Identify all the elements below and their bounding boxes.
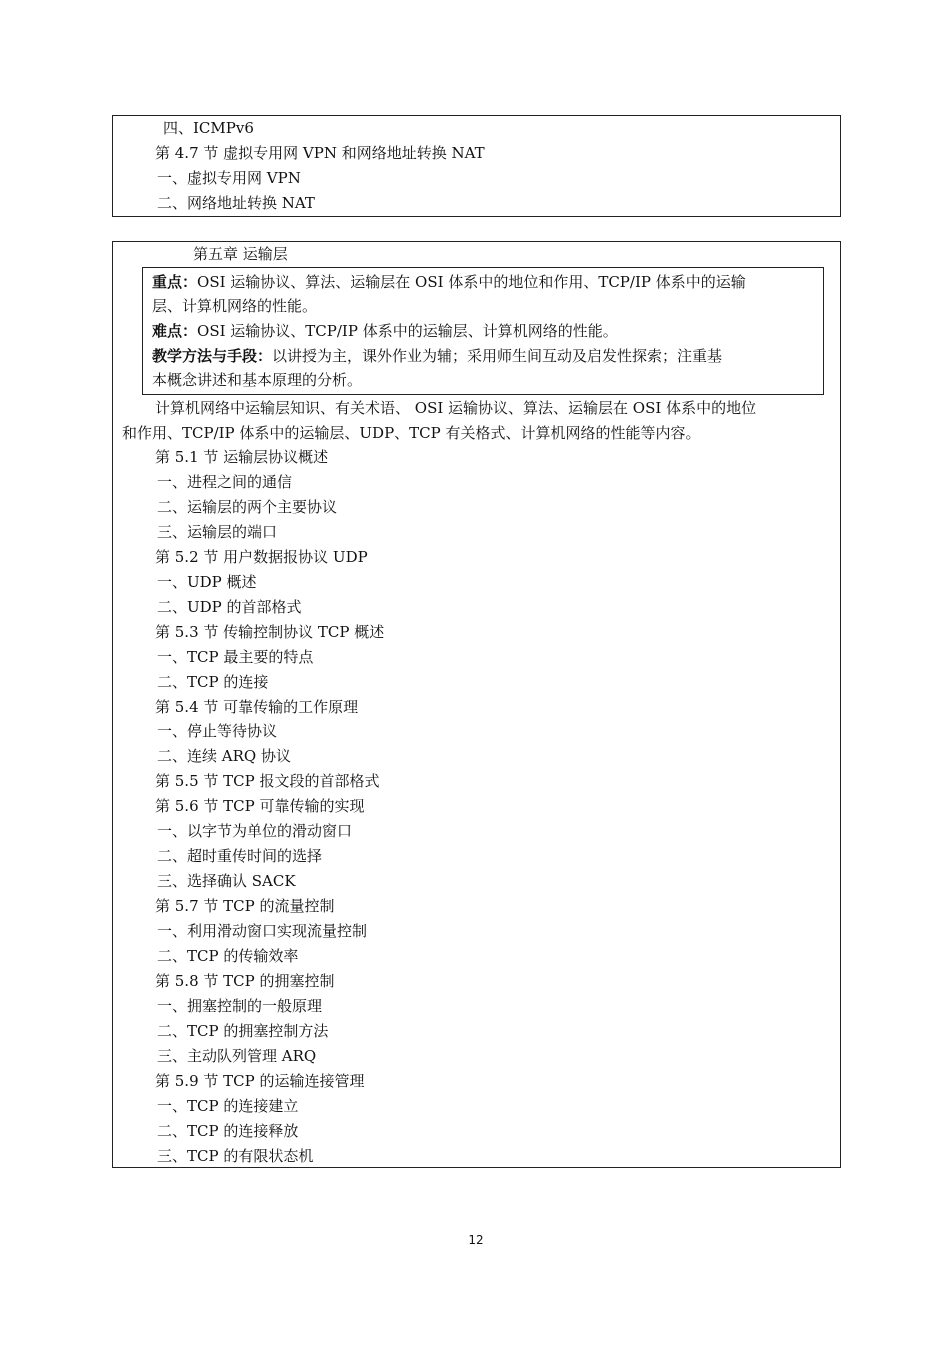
- outline-line: 一、UDP 概述: [157, 572, 257, 591]
- outline-line: 二、网络地址转换 NAT: [157, 194, 315, 212]
- outline-line: 一、虚拟专用网 VPN: [157, 169, 301, 187]
- teaching-method-text-cont: 本概念讲述和基本原理的分析。: [152, 371, 363, 389]
- outline-line: 三、主动队列管理 ARQ: [157, 1046, 317, 1065]
- section-heading: 第 5.6 节 TCP 可靠传输的实现: [155, 797, 365, 816]
- outline-line: 一、TCP 的连接建立: [157, 1096, 299, 1115]
- outline-line: 一、停止等待协议: [157, 722, 278, 741]
- outline-line: 三、选择确认 SACK: [157, 872, 296, 891]
- focus-box: [142, 267, 824, 395]
- section-heading: 第 5.5 节 TCP 报文段的首部格式: [155, 772, 380, 791]
- outline-line: 二、运输层的两个主要协议: [157, 497, 338, 516]
- teaching-method-line: [152, 344, 722, 368]
- outline-line: 二、TCP 的连接: [157, 672, 269, 691]
- page-number: 12: [468, 1233, 484, 1247]
- section-heading: 第 5.1 节 运输层协议概述: [155, 448, 329, 466]
- outline-line: 一、利用滑动窗口实现流量控制: [157, 922, 368, 941]
- difficult-points-text: OSI 运输协议、TCP/IP 体系中的运输层、计算机网络的性能。: [197, 322, 618, 340]
- difficult-points-label: 难点：: [152, 322, 198, 340]
- outline-line: 二、连续 ARQ 协议: [157, 747, 291, 766]
- outline-line: 二、超时重传时间的选择: [157, 847, 323, 866]
- outline-line: 二、TCP 的传输效率: [157, 947, 299, 965]
- section-heading: 第 5.4 节 可靠传输的工作原理: [155, 697, 359, 716]
- section-heading: 第 5.8 节 TCP 的拥塞控制: [155, 971, 335, 990]
- outline-line: 一、拥塞控制的一般原理: [157, 996, 323, 1015]
- outline-line: 一、以字节为单位的滑动窗口: [157, 822, 353, 841]
- outline-line: 二、TCP 的连接释放: [157, 1121, 299, 1140]
- key-points-text: OSI 运输协议、算法、运输层在 OSI 体系中的地位和作用、TCP/IP 体系中的运输: [197, 273, 746, 291]
- outline-line: 三、运输层的端口: [157, 522, 278, 541]
- section-box-transport-layer: [112, 241, 841, 1168]
- key-points-text-cont: 层、计算机网络的性能。: [152, 297, 318, 315]
- intro-paragraph: 计算机网络中运输层知识、有关术语、 OSI 运输协议、算法、运输层在 OSI 体系中的地位: [155, 399, 757, 417]
- chapter-title: 第五章 运输层: [193, 245, 288, 263]
- teaching-method-label: 教学方法与手段：: [152, 347, 273, 365]
- outline-line: 二、TCP 的拥塞控制方法: [157, 1021, 329, 1040]
- section-heading: 第 5.2 节 用户数据报协议 UDP: [155, 547, 368, 566]
- section-heading: 第 5.7 节 TCP 的流量控制: [155, 897, 335, 916]
- key-points-line: [152, 270, 746, 294]
- outline-line: 二、UDP 的首部格式: [157, 597, 302, 616]
- section-heading: 第 5.9 节 TCP 的运输连接管理: [155, 1071, 365, 1090]
- section-box-network-layer: [112, 115, 841, 217]
- intro-paragraph-cont: 和作用、TCP/IP 体系中的运输层、UDP、TCP 有关格式、计算机网络的性能等内容。: [122, 424, 701, 442]
- difficult-points-line: [152, 319, 618, 343]
- key-points-label: 重点：: [152, 273, 198, 291]
- section-heading: 第 4.7 节 虚拟专用网 VPN 和网络地址转换 NAT: [155, 144, 485, 162]
- outline-line: 三、TCP 的有限状态机: [157, 1146, 314, 1165]
- outline-line: 一、TCP 最主要的特点: [157, 647, 314, 666]
- outline-line: 一、进程之间的通信: [157, 472, 293, 491]
- outline-line: 四、ICMPv6: [163, 119, 254, 137]
- teaching-method-text: 以讲授为主，课外作业为辅；采用师生间互动及启发性探索；注重基: [272, 347, 723, 365]
- section-heading: 第 5.3 节 传输控制协议 TCP 概述: [155, 622, 385, 641]
